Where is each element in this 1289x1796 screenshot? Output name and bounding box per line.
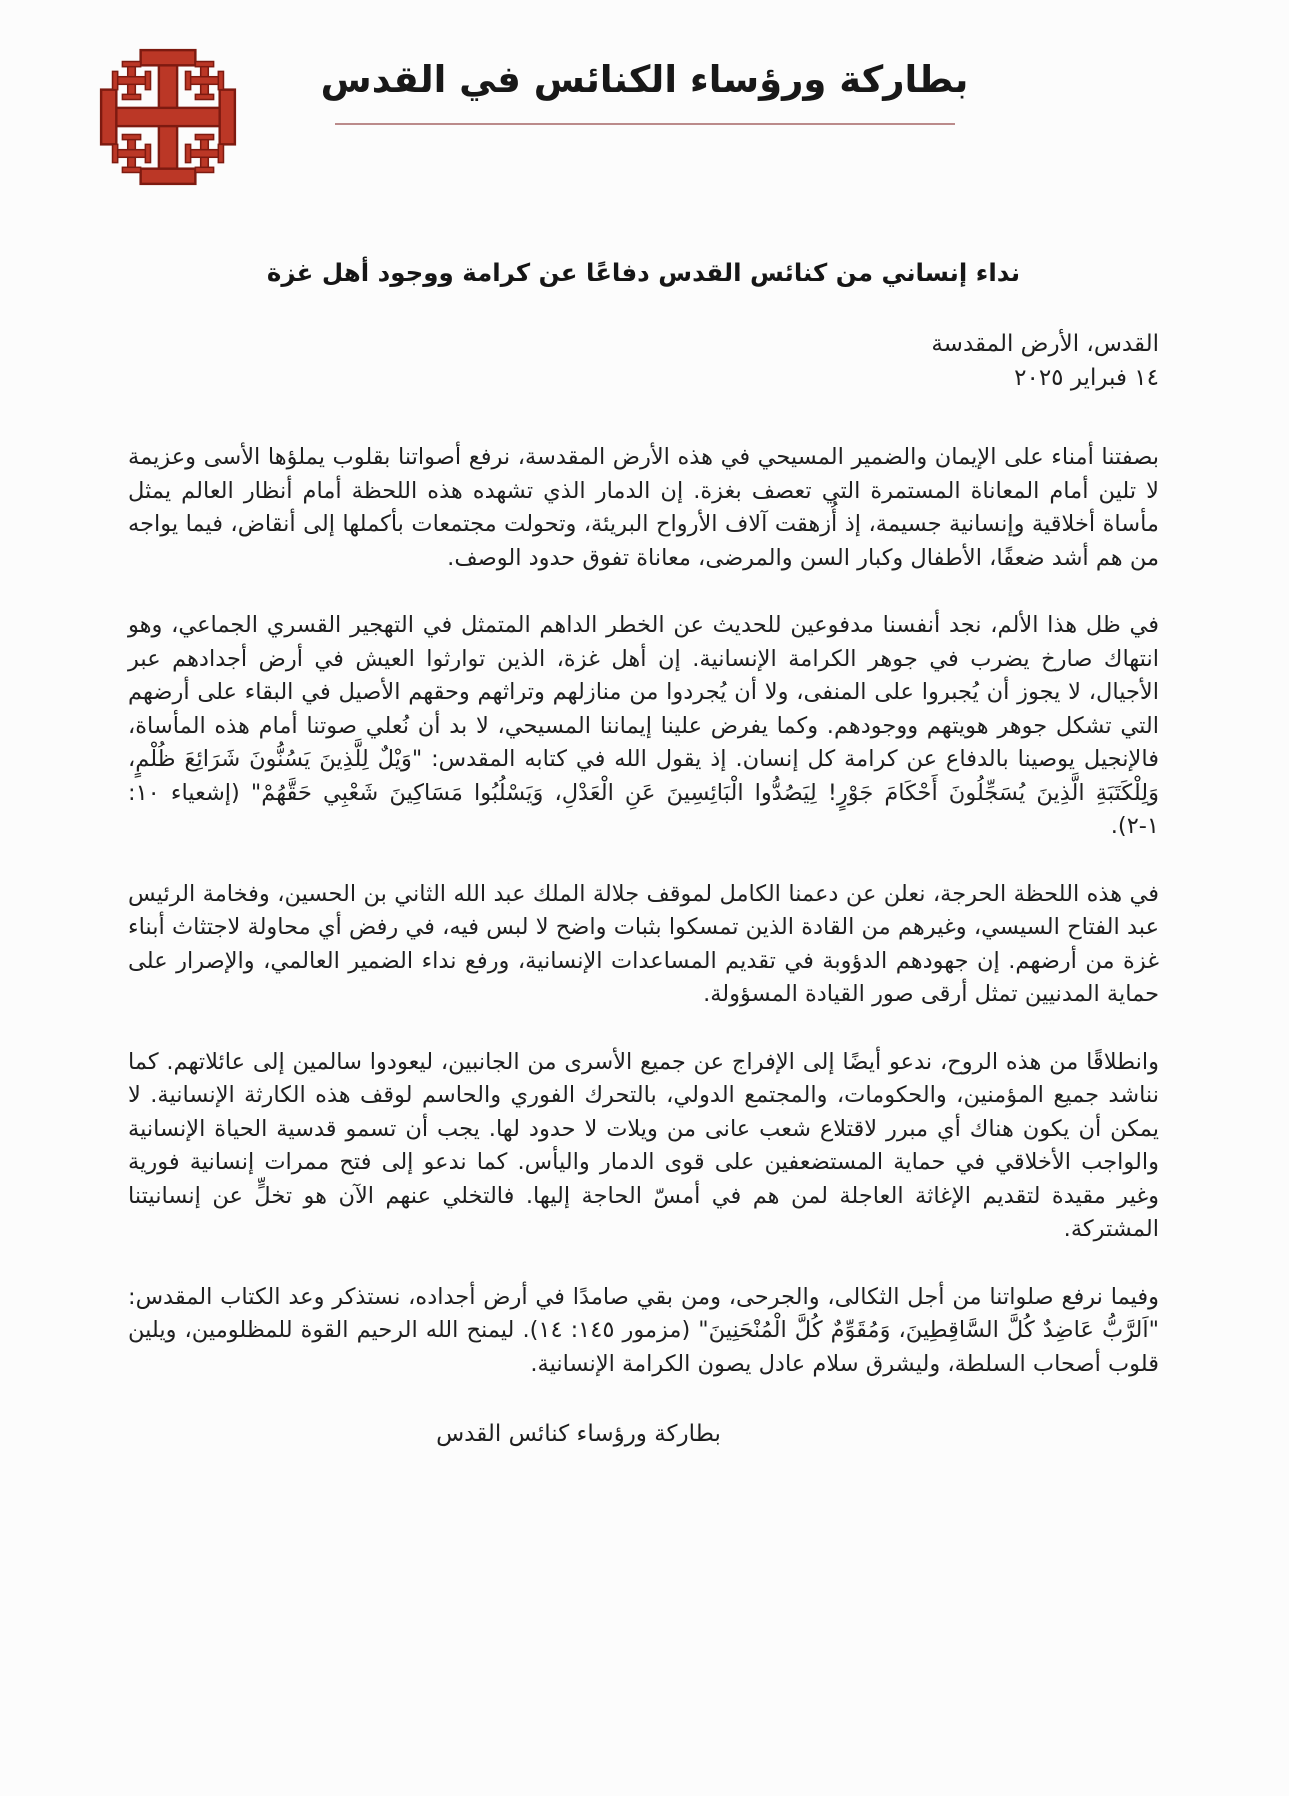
title-underline bbox=[335, 123, 955, 125]
org-title-block bbox=[0, 58, 1289, 125]
org-title: بطاركة ورؤساء الكنائس في القدس bbox=[320, 58, 969, 101]
letter-paragraph: وانطلاقًا من هذه الروح، ندعو أيضًا إلى الإفراج عن جميع الأسرى من الجانبين، ليعودوا سالمين إلى عائلاتهم. كما نناشد جميع المؤمنين، والحكومات، والمجتمع الدولي، بالتحرك الفوري والحاسم لوقف هذه الكارثة الإنسانية. لا يمكن أن يكون هناك أي مبرر لاقتلاع شعب عانى من ويلات لا حدود لها. يجب أن تسمو قدسية الحياة الإنسانية والواجب الأخلاقي في حماية المستضعفين على قوى الدمار واليأس. كما ندعو إلى فتح ممرات إنسانية فورية وغير مقيدة لتقديم الإغاثة العاجلة لمن هم في أمسّ الحاجة إليها. فالتخلي عنهم الآن هو تخلٍّ عن إنسانيتنا المشتركة. bbox=[128, 1048, 1159, 1242]
letter-paragraph: بصفتنا أمناء على الإيمان والضمير المسيحي في هذه الأرض المقدسة، نرفع أصواتنا بقلوب يملؤها الأسى وعزيمة لا تلين أمام المعاناة المستمرة التي تعصف بغزة. إن الدمار الذي تشهده هذه اللحظة أمام أنظار العالم يمثل مأساة أخلاقية وإنسانية جسيمة، إذ أُزهقت آلاف الأرواح البريئة، وتحولت مجتمعات بأكملها إلى أنقاض، فيما يواجه من هم أشد ضعفًا، الأطفال وكبار السن والمرضى، معاناة تفوق حدود الوصف. bbox=[128, 444, 1159, 571]
letter-subject: نداء إنساني من كنائس القدس دفاعًا عن كرامة ووجود أهل غزة bbox=[266, 258, 1021, 287]
letter-paragraph: في هذه اللحظة الحرجة، نعلن عن دعمنا الكامل لموقف جلالة الملك عبد الله الثاني بن الحسين، وفخامة الرئيس عبد الفتاح السيسي، وغيرهم من القادة الذين تمسكوا بثبات واضح لا لبس فيه، في رفض أي محاولة لاجتثاث أبناء غزة من أرضهم. إن جهودهم الدؤوبة في تقديم المساعدات الإنسانية، ورفع نداء الضمير العالمي، والإصرار على حماية المدنيين تمثل أرقى صور القيادة المسؤولة. bbox=[128, 880, 1159, 1007]
letter-paragraph: وفيما نرفع صلواتنا من أجل الثكالى، والجرحى، ومن بقي صامدًا في أرض أجداده، نستذكر وعد الكتاب المقدس: "اَلرَّبُّ عَاضِدٌ كُلَّ السَّاقِطِينَ، وَمُقَوِّمٌ كُلَّ الْمُنْحَنِينَ" (مزمور ١٤٥: ١٤). ليمنح الله الرحيم القوة للمظلومين، ويلين قلوب أصحاب السلطة، وليشرق سلام عادل يصون الكرامة الإنسانية. bbox=[128, 1283, 1159, 1377]
letter-paragraph: في ظل هذا الألم، نجد أنفسنا مدفوعين للحديث عن الخطر الداهم المتمثل في التهجير القسري الجماعي، وهو انتهاك صارخ يضرب في جوهر الكرامة الإنسانية. إن أهل غزة، الذين توارثوا العيش في أرض أجدادهم عبر الأجيال، لا يجوز أن يُجبروا على المنفى، ولا أن يُجردوا من منازلهم وتراثهم وحقهم الأصيل في البقاء على أرضهم التي تشكل جوهر هويتهم ووجودهم. وكما يفرض علينا إيماننا المسيحي، لا بد أن نُعلي صوتنا أمام هذه المأساة، فالإنجيل يوصينا بالدفاع عن كرامة كل إنسان. إذ يقول الله في كتابه المقدس: "وَيْلٌ لِلَّذِينَ يَسُنُّونَ شَرَائِعَ ظُلْمٍ، وَلِلْكَتَبَةِ الَّذِينَ يُسَجِّلُونَ أَحْكَامَ جَوْرٍ! لِيَصُدُّوا الْبَائِسِينَ عَنِ الْعَدْلِ، وَيَسْلُبُوا مَسَاكِينَ شَعْبِي حَقَّهُمْ" (إشعياء ١٠: ١-٢). bbox=[128, 612, 1159, 839]
letter-place: القدس، الأرض المقدسة bbox=[931, 331, 1159, 357]
letter-signature: بطاركة ورؤساء كنائس القدس bbox=[436, 1421, 721, 1447]
letter-paragraphs bbox=[128, 441, 1159, 1381]
letter-date: ١٤ فبراير ٢٠٢٥ bbox=[1014, 365, 1159, 391]
letter-body bbox=[0, 230, 1289, 1447]
dateline bbox=[128, 327, 1159, 395]
letterhead bbox=[0, 0, 1289, 230]
